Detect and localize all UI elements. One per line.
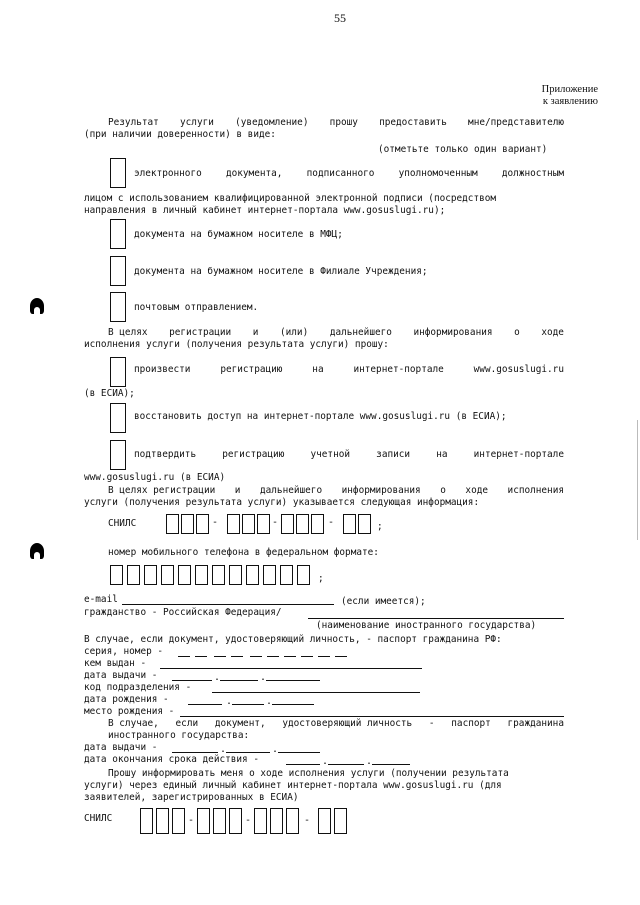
scan-edge-mark (637, 420, 638, 540)
word: информирования (341, 485, 421, 496)
word: В целях регистрации (108, 485, 216, 496)
series-digit-line[interactable] (231, 656, 243, 657)
citizenship-label: гражданство - Российская Федерация/ (84, 607, 282, 618)
number-digit-line[interactable] (267, 656, 279, 657)
series-digit-line[interactable] (178, 656, 190, 657)
division-code-label: код подразделения - (84, 682, 192, 693)
word: прошу (329, 117, 358, 128)
digit-box[interactable] (281, 514, 294, 534)
date-dot: . (214, 672, 221, 683)
digit-box[interactable] (110, 565, 123, 585)
word: (уведомление) (235, 117, 309, 128)
word: о (440, 485, 446, 496)
word: на (436, 449, 448, 460)
digit-box[interactable] (311, 514, 324, 534)
info-intro-line-1 (108, 485, 564, 497)
hole-punch-mark (30, 298, 44, 314)
digit-box[interactable] (195, 565, 208, 585)
info-intro-line-2: услуги (получения результата услуги) указывается следующая информация: (84, 497, 480, 508)
digit-box[interactable] (229, 808, 242, 834)
digit-box[interactable] (197, 808, 210, 834)
appendix-label (520, 84, 598, 108)
issued-by-label: кем выдан - (84, 658, 147, 669)
digit-box[interactable] (156, 808, 169, 834)
digit-box[interactable] (358, 514, 371, 534)
foreign-passport-heading-line-2: иностранного государства: (108, 730, 250, 741)
digit-box[interactable] (172, 808, 185, 834)
option-paper-branch: документа на бумажном носителе в Филиале Учреждения; (134, 266, 428, 277)
digit-box[interactable] (144, 565, 157, 585)
date-day-line[interactable] (286, 764, 320, 765)
digit-box[interactable] (254, 808, 267, 834)
registration-intro-line-2: исполнения услуги (получения результата услуги) прошу: (84, 339, 389, 350)
date-month-line[interactable] (232, 704, 264, 705)
final-line-2: услуги) через единый личный кабинет интернет-портала www.gosuslugi.ru (для (84, 780, 502, 791)
word: дальнейшего (260, 485, 323, 496)
digit-box[interactable] (196, 514, 209, 534)
digit-box[interactable] (270, 808, 283, 834)
date-dot: . (266, 696, 273, 707)
digit-box[interactable] (229, 565, 242, 585)
page-number: 55 (334, 11, 346, 25)
foreign-passport-heading-line-1 (108, 718, 564, 730)
option-post: почтовым отправлением. (134, 302, 259, 313)
word: удостоверяющий личность (282, 718, 413, 729)
option-register-line-1 (134, 364, 564, 376)
separator-dash: - (272, 517, 279, 528)
word: информирования (413, 327, 493, 338)
date-dot: . (322, 756, 329, 767)
date-month-line[interactable] (226, 752, 270, 753)
option-electronic-line-1 (134, 168, 564, 180)
birth-place-input[interactable] (180, 716, 564, 717)
date-dot: . (226, 696, 233, 707)
word: В случае, (108, 718, 159, 729)
digit-box[interactable] (161, 565, 174, 585)
digit-box[interactable] (213, 808, 226, 834)
word: и (252, 327, 259, 338)
number-digit-line[interactable] (284, 656, 296, 657)
digit-box[interactable] (166, 514, 179, 534)
word: (или) (280, 327, 309, 338)
digit-box[interactable] (140, 808, 153, 834)
electronic-document-checkbox[interactable] (110, 158, 126, 188)
digit-box[interactable] (334, 808, 347, 834)
word: подписанного (306, 168, 375, 179)
paper-branch-checkbox[interactable] (110, 256, 126, 286)
date-year-line[interactable] (372, 764, 410, 765)
date-month-line[interactable] (220, 680, 258, 681)
email-label: e-mail (84, 594, 118, 605)
final-line-3: заявителей, зарегистрированных в ЕСИА) (84, 792, 299, 803)
date-dot: . (260, 672, 267, 683)
digit-box[interactable] (246, 565, 259, 585)
post-checkbox[interactable] (110, 292, 126, 322)
digit-box[interactable] (286, 808, 299, 834)
email-note: (если имеется); (341, 596, 426, 607)
digit-box[interactable] (280, 565, 293, 585)
option-register-line-2: (в ЕСИА); (84, 388, 135, 399)
digit-box[interactable] (212, 565, 225, 585)
restore-access-checkbox[interactable] (110, 403, 126, 433)
date-dot: . (220, 744, 227, 755)
separator-dash: - (328, 517, 335, 528)
date-year-line[interactable] (266, 680, 320, 681)
word: электронного (134, 168, 202, 179)
word: документа, (225, 168, 283, 179)
register-checkbox[interactable] (110, 357, 126, 387)
snils-semicolon: ; (377, 521, 383, 532)
option-electronic-line-2: лицом с использованием квалифицированной электронной подписи (посредством (84, 193, 497, 204)
digit-box[interactable] (297, 565, 310, 585)
citizenship-input[interactable] (308, 618, 564, 619)
confirm-registration-checkbox[interactable] (110, 440, 126, 470)
word: учетной (310, 449, 351, 460)
word: документ, (214, 718, 266, 729)
word: предоставить (379, 117, 447, 128)
digit-box[interactable] (257, 514, 270, 534)
word: В целях (108, 327, 148, 338)
word: исполнения (507, 485, 564, 496)
word: записи (376, 449, 411, 460)
word: ходе (465, 485, 488, 496)
number-digit-line[interactable] (250, 656, 262, 657)
snils-label-1: СНИЛС (108, 518, 137, 529)
registration-intro-line-1 (108, 327, 564, 339)
number-digit-line[interactable] (301, 656, 313, 657)
word: гражданина (507, 718, 564, 729)
date-year-line[interactable] (278, 752, 320, 753)
word: если (175, 718, 199, 729)
date-day-line[interactable] (188, 704, 222, 705)
word: интернет-портале (473, 449, 564, 460)
paper-mfc-checkbox[interactable] (110, 219, 126, 249)
passport-rf-heading: В случае, если документ, удостоверяющий личность, - паспорт гражданина РФ: (84, 634, 502, 645)
issued-by-input[interactable] (160, 668, 422, 669)
word: интернет-портале (353, 364, 444, 375)
option-confirm-line-1 (134, 449, 564, 461)
digit-box[interactable] (178, 565, 191, 585)
birth-date-label: дата рождения - (84, 694, 169, 705)
option-electronic-line-3: направления в личный кабинет интернет-портала www.gosuslugi.ru); (84, 205, 446, 216)
citizenship-note: (наименование иностранного государства) (316, 620, 537, 631)
digit-box[interactable] (181, 514, 194, 534)
word: www.gosuslugi.ru (473, 364, 564, 375)
division-code-input[interactable] (212, 692, 420, 693)
word: паспорт (451, 718, 491, 729)
word: на (312, 364, 324, 375)
series-digit-line[interactable] (195, 656, 207, 657)
date-dot: . (272, 744, 279, 755)
date-day-line[interactable] (172, 752, 218, 753)
series-number-label: серия, номер - (84, 646, 164, 657)
foreign-issue-date-label: дата выдачи - (84, 742, 158, 753)
date-year-line[interactable] (272, 704, 314, 705)
digit-box[interactable] (343, 514, 356, 534)
option-confirm-line-2: www.gosuslugi.ru (в ЕСИА) (84, 472, 226, 483)
expiry-date-label: дата окончания срока действия - (84, 754, 259, 765)
hole-punch-mark (30, 543, 44, 559)
date-dot: . (366, 756, 373, 767)
snils-label-2: СНИЛС (84, 813, 113, 824)
digit-box[interactable] (296, 514, 309, 534)
word: Результат (108, 117, 159, 128)
digit-box[interactable] (242, 514, 255, 534)
word: уполномоченным (398, 168, 478, 179)
number-digit-line[interactable] (318, 656, 330, 657)
separator-dash: - (212, 517, 219, 528)
digit-box[interactable] (227, 514, 240, 534)
word: услуги (180, 117, 214, 128)
appendix-line-1: Приложение (541, 84, 598, 95)
word: ходе (541, 327, 564, 338)
word: регистрацию (220, 364, 283, 375)
separator-dash: - (304, 815, 311, 826)
digit-box[interactable] (127, 565, 140, 585)
word: подтвердить (134, 449, 197, 460)
word: и (234, 485, 241, 496)
phone-label: номер мобильного телефона в федеральном формате: (108, 547, 379, 558)
digit-box[interactable] (318, 808, 331, 834)
final-line-1: Прошу информировать меня о ходе исполнения услуги (получении результата (108, 768, 509, 779)
result-note: (отметьте только один вариант) (378, 144, 548, 155)
word: регистрации (169, 327, 232, 338)
word: мне/представителю (468, 117, 564, 128)
date-month-line[interactable] (328, 764, 364, 765)
word: - (428, 718, 435, 729)
word: должностным (501, 168, 564, 179)
separator-dash: - (188, 815, 195, 826)
email-input[interactable] (122, 604, 334, 605)
separator-dash: - (245, 815, 252, 826)
word: дальнейшего (329, 327, 392, 338)
word: регистрацию (222, 449, 285, 460)
result-intro-line-1 (108, 117, 564, 129)
word: произвести (134, 364, 191, 375)
issue-date-label: дата выдачи - (84, 670, 158, 681)
option-restore-access: восстановить доступ на интернет-портале www.gosuslugi.ru (в ЕСИА); (134, 411, 507, 422)
date-day-line[interactable] (172, 680, 212, 681)
digit-box[interactable] (263, 565, 276, 585)
appendix-line-2: к заявлению (542, 96, 598, 107)
result-intro-line-2: (при наличии доверенности) в виде: (84, 129, 276, 140)
birth-place-label: место рождения - (84, 706, 175, 717)
phone-semicolon: ; (318, 573, 324, 584)
number-digit-line[interactable] (335, 656, 347, 657)
series-digit-line[interactable] (214, 656, 226, 657)
word: о (514, 327, 520, 338)
option-paper-mfc: документа на бумажном носителе в МФЦ; (134, 229, 343, 240)
